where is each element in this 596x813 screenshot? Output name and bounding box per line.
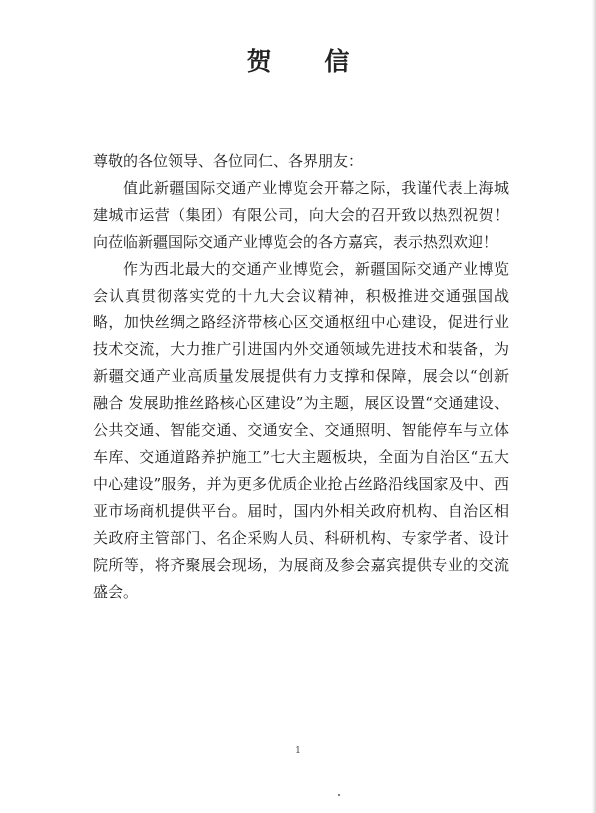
salutation: 尊敬的各位领导、各位同仁、各界朋友： xyxy=(93,152,364,170)
letter-title: 贺 信 xyxy=(246,47,372,76)
letter-body xyxy=(93,148,509,605)
page-number: 1 xyxy=(295,746,301,756)
scan-speck xyxy=(338,794,340,796)
page-edge-shadow xyxy=(592,0,596,813)
paragraph-congratulation: 值此新疆国际交通产业博览会开幕之际，我谨代表上海城建城市运营（集团）有限公司，向大会的召开致以热烈祝贺！向莅临新疆国际交通产业博览会的各方嘉宾，表示热烈欢迎！ xyxy=(93,178,509,251)
paragraph-expo-description: 作为西北最大的交通产业博览会，新疆国际交通产业博览会认真贯彻落实党的十九大会议精神，积极推进交通强国战略，加快丝绸之路经济带核心区交通枢纽中心建设，促进行业技术交流，大力推广引进国内外交通领域先进技术和装备，为新疆交通产业高质量发展提供有力支撑和保障，展会以“创新 融合 发展助推丝路核心区建设”为主题，展区设置“交通建设、公共交通、智能交通、交通安全、交通照明、智能停车与立体车库、交通道路养护施工”七大主题板块，全面为自治区“五大中心建设”服务，并为更多优质企业抢占丝路沿线国家及中、西亚市场商机提供平台。届时，国内外相关政府机构、自治区相关政府主管部门、名企采购人员、科研机构、专家学者、设计院所等，将齐聚展会现场，为展商及参会嘉宾提供专业的交流盛会。 xyxy=(93,259,509,601)
